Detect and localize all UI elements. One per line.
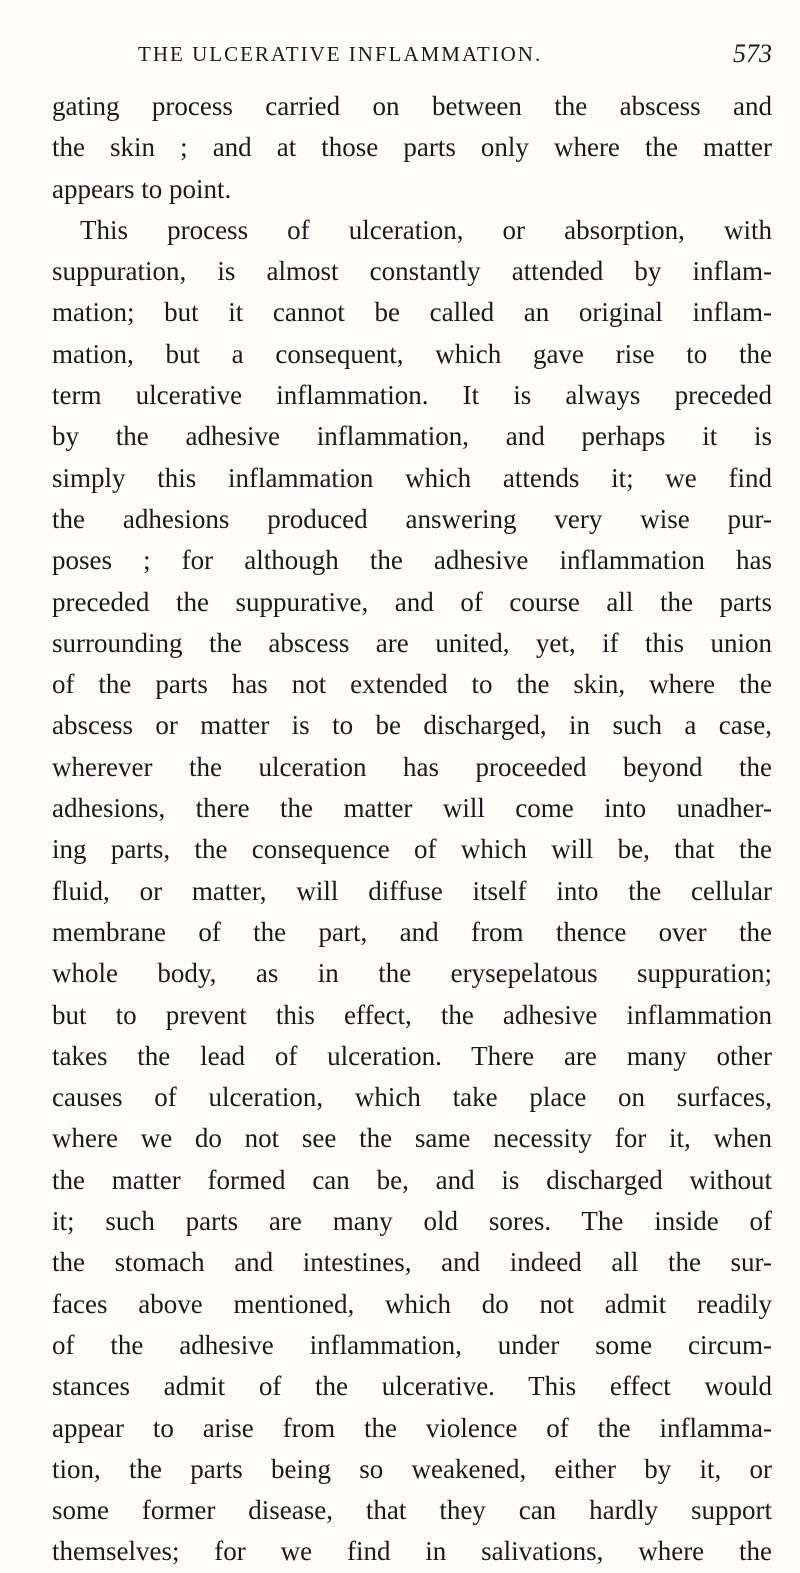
text-line: of the adhesive inflammation, under some circum- bbox=[52, 1329, 772, 1360]
text-line: surrounding the abscess are united, yet, if this union bbox=[52, 627, 772, 658]
text-line: by the adhesive inflammation, and perhaps it is bbox=[52, 421, 772, 452]
text-line: membrane of the part, and from thence over the bbox=[52, 916, 772, 947]
text-line: where we do not see the same necessity for it, when bbox=[52, 1123, 772, 1154]
text-line: the matter formed can be, and is discharged without bbox=[52, 1164, 772, 1195]
text-line: stances admit of the ulcerative. This effect would bbox=[52, 1371, 772, 1402]
body-text bbox=[52, 86, 772, 1573]
text-line: This process of ulceration, or absorption, with bbox=[80, 214, 772, 245]
text-line: gating process carried on between the abscess and bbox=[52, 91, 772, 121]
text-line: the skin ; and at those parts only where the matter bbox=[52, 132, 772, 163]
text-line: fluid, or matter, will diffuse itself into the cellular bbox=[52, 875, 772, 906]
text-line: wherever the ulceration has proceeded beyond the bbox=[52, 751, 772, 782]
text-line: appear to arise from the violence of the inflamma- bbox=[52, 1412, 772, 1443]
text-line: of the parts has not extended to the skin, where the bbox=[52, 669, 772, 700]
running-title: THE ULCERATIVE INFLAMMATION. bbox=[138, 42, 543, 66]
text-line: mation; but it cannot be called an original inflam- bbox=[52, 297, 772, 328]
text-line: but to prevent this effect, the adhesive inflammation bbox=[52, 999, 772, 1030]
text-line: tion, the parts being so weakened, either by it, or bbox=[52, 1453, 772, 1484]
text-line: abscess or matter is to be discharged, in such a case, bbox=[52, 710, 772, 741]
text-line: simply this inflammation which attends it; we find bbox=[52, 462, 772, 493]
text-line: takes the lead of ulceration. There are many other bbox=[52, 1040, 772, 1071]
text-line: causes of ulceration, which take place on surfaces, bbox=[52, 1082, 772, 1113]
text-line: the stomach and intestines, and indeed all the sur- bbox=[52, 1247, 772, 1278]
text-line: some former disease, that they can hardly support bbox=[52, 1495, 772, 1526]
page-header bbox=[138, 34, 772, 74]
text-line: it; such parts are many old sores. The inside of bbox=[52, 1206, 772, 1237]
page-number: 573 bbox=[733, 39, 772, 68]
text-line: mation, but a consequent, which gave rise to the bbox=[52, 338, 772, 369]
text-line: adhesions, there the matter will come into unadher- bbox=[52, 793, 772, 824]
text-line: appears to point. bbox=[52, 173, 232, 204]
text-line: ing parts, the consequence of which will be, that the bbox=[52, 834, 772, 865]
text-line: whole body, as in the erysepelatous suppuration; bbox=[52, 958, 772, 989]
text-line: themselves; for we find in salivations, where the bbox=[52, 1536, 772, 1567]
text-line: term ulcerative inflammation. It is always preceded bbox=[52, 380, 772, 411]
text-line: the adhesions produced answering very wise pur- bbox=[52, 503, 772, 534]
text-line: poses ; for although the adhesive inflammation has bbox=[52, 545, 772, 576]
text-line: preceded the suppurative, and of course all the parts bbox=[52, 586, 772, 617]
text-line: faces above mentioned, which do not admit readily bbox=[52, 1288, 772, 1319]
text-line: suppuration, is almost constantly attended by inflam- bbox=[52, 256, 772, 287]
